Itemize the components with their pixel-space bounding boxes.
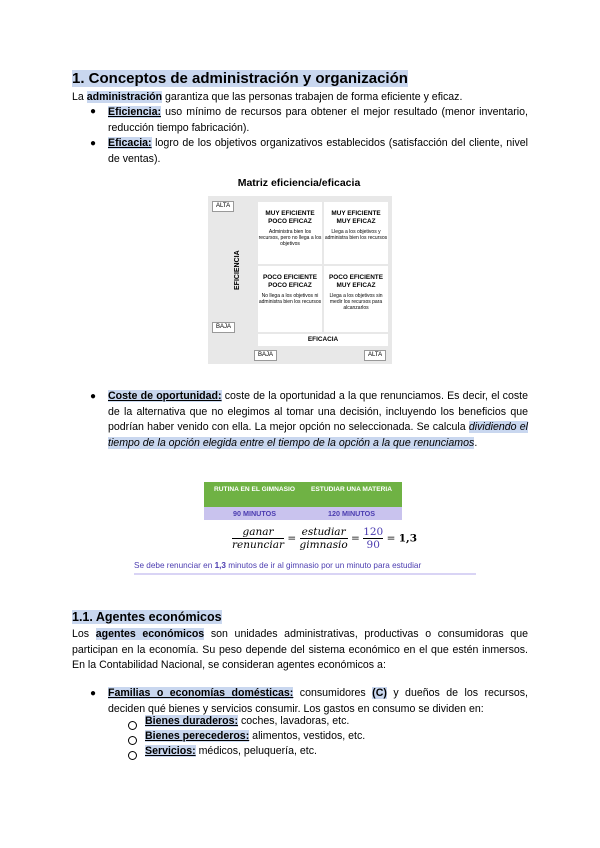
eficacia-axis-label: EFICACIA — [258, 334, 388, 346]
sub-item-perecederos: Bienes perecederos: alimentos, vestidos, etc. — [145, 730, 366, 742]
matrix-cell-4: POCO EFICIENTE MUY EFICAZ Llega a los objetivos sin medir los recursos para alcanzarlos — [324, 266, 388, 332]
opportunity-cost-formula: $\frac{\text{ganar}}{\text{renunciar}}$ = $\frac{\text{estudiar}}{\text{gimnasio}}$ = $\frac{120}{90}$ = 1,3 — [232, 526, 418, 551]
bullet: ● — [90, 688, 97, 699]
sub-bullet — [128, 751, 137, 760]
sub-bullet — [128, 721, 137, 730]
formula-result: 1,3 — [398, 532, 418, 545]
section-title: 1. Conceptos de administración y organización — [72, 70, 408, 87]
bullet: ● — [90, 138, 97, 149]
col-gimnasio-value: 90 MINUTOS — [232, 509, 276, 518]
matrix-cell-1: MUY EFICIENTE POCO EFICAZ Administra bien los recursos, pero no llega a los objetivos — [258, 202, 322, 264]
baja-bottom-label: BAJA — [254, 350, 277, 361]
agents-paragraph: Los agentes económicos son unidades administrativas, productivas o consumidoras que participan en la economía. Su peso depende del sistema económico en el que estén inmersos. En la Contabilidad Nacional, se consideran agentes económicos a: — [72, 628, 528, 671]
col-estudiar-value: 120 MINUTOS — [328, 509, 375, 518]
bullet-eficiencia: Eficiencia: uso mínimo de recursos para obtener el mejor resultado (menor inventario, reducción tiempo fabricación). — [108, 106, 528, 134]
sub-item-duraderos: Bienes duraderos: coches, lavadoras, etc. — [145, 715, 350, 727]
baja-left-label: BAJA — [212, 322, 235, 333]
bullet-coste-oportunidad: Coste de oportunidad: coste de la oportunidad a la que renunciamos. Es decir, el coste de la alternativa que no elegimos al tomar una decisión, incluyendo los beneficios que podrían haber venido con ella. La mejor opción no seleccionada. Se calcula dividiendo el tiempo de la opción elegida entre el tiempo de la opción a la que renunciamos. — [108, 390, 528, 449]
matrix-cell-2: MUY EFICIENTE MUY EFICAZ Llega a los objetivos y administra bien los recursos — [324, 202, 388, 264]
opportunity-cost-table — [204, 482, 402, 520]
sub-bullet — [128, 736, 137, 745]
matrix-title: Matriz eficiencia/eficacia — [237, 177, 361, 189]
matrix-cell-3: POCO EFICIENTE POCO EFICAZ No llega a los objetivos ni administra bien los recursos — [258, 266, 322, 332]
example-caption: Se debe renunciar en 1,3 minutos de ir al gimnasio por un minuto para estudiar — [134, 561, 476, 575]
bullet-eficacia: Eficacia: logro de los objetivos organizativos establecidos (satisfacción del cliente, nivel de ventas). — [108, 137, 528, 165]
intro-paragraph: La administración garantiza que las personas trabajen de forma eficiente y eficaz. — [72, 91, 463, 103]
alta-right-label: ALTA — [364, 350, 386, 361]
bullet-familias: Familias o economías domésticas: consumidores (C) y dueños de los recursos, deciden qué bienes y servicios consumir. Los gastos en consumo se dividen en: — [108, 687, 529, 715]
subsection-title: 1.1. Agentes económicos — [72, 610, 222, 624]
col-estudiar-head: ESTUDIAR UNA MATERIA — [311, 486, 392, 493]
sub-item-servicios: Servicios: médicos, peluquería, etc. — [145, 745, 317, 757]
col-gimnasio-head: RUTINA EN EL GIMNASIO — [214, 486, 295, 493]
bullet: ● — [90, 391, 97, 402]
alta-top-label: ALTA — [212, 201, 234, 212]
bullet: ● — [90, 106, 97, 117]
eficiencia-axis-label: EFICIENCIA — [234, 250, 241, 290]
